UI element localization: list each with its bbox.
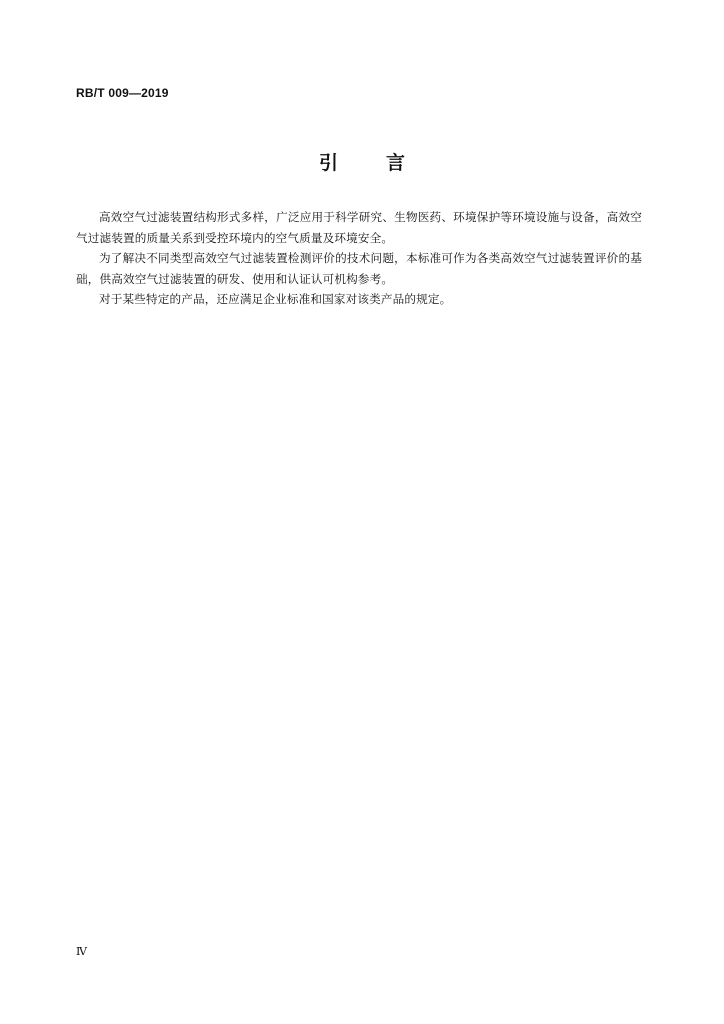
paragraph: 高效空气过滤装置结构形式多样，广泛应用于科学研究、生物医药、环境保护等环境设施与设备，高效空气过滤装置的质量关系到受控环境内的空气质量及环境安全。 xyxy=(76,210,642,245)
page-number: Ⅳ xyxy=(76,945,87,958)
body-text xyxy=(76,207,642,310)
section-title: 引言 xyxy=(318,152,453,174)
paragraph: 为了解决不同类型高效空气过滤装置检测评价的技术问题，本标准可作为各类高效空气过滤装置评价的基础，供高效空气过滤装置的研发、使用和认证认可机构参考。 xyxy=(76,251,642,286)
paragraph: 对于某些特定的产品，还应满足企业标准和国家对该类产品的规定。 xyxy=(99,292,452,306)
document-code: RB/T 009—2019 xyxy=(76,86,169,100)
